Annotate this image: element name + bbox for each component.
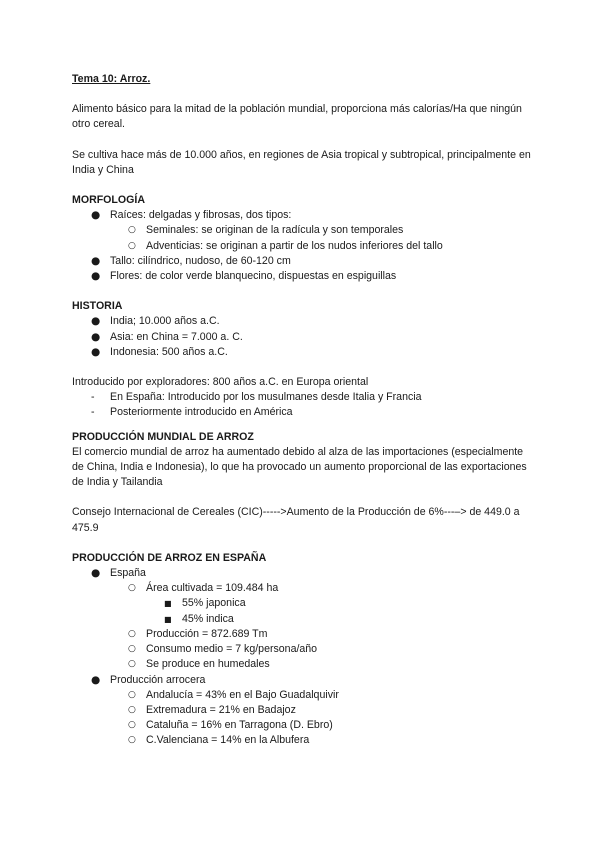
circle-bullet-icon: ○: [128, 659, 136, 670]
circle-bullet-icon: ○: [128, 704, 136, 715]
circle-bullet-icon: ○: [128, 240, 136, 251]
produccion-mundial-text: El comercio mundial de arroz ha aumentado debido al alza de las importaciones (especialmente de China, India e Indonesia), lo que ha provocado un aumento proporcional de las exportaciones de India y Tailandia: [72, 445, 527, 489]
list-item: ● Asia: en China = 7.000 a. C.: [72, 330, 532, 345]
document-title: Tema 10: Arroz.: [72, 73, 151, 85]
list-item: ○ Cataluña = 16% en Tarragona (D. Ebro): [72, 718, 532, 733]
morfologia-heading: MORFOLOGÍA: [72, 194, 145, 207]
bullet-icon: ●: [91, 330, 101, 343]
circle-bullet-icon: ○: [128, 644, 136, 655]
list-item: - Posteriormente introducido en América: [72, 405, 532, 420]
bullet-icon: ●: [91, 270, 101, 283]
circle-bullet-icon: ○: [128, 583, 136, 594]
produccion-espana-heading: PRODUCCIÓN DE ARROZ EN ESPAÑA: [72, 551, 267, 564]
list-item: ○ Seminales: se originan de la radícula y son temporales: [72, 223, 532, 238]
list-item: ○ Consumo medio = 7 kg/persona/año: [72, 642, 532, 657]
list-item: ● España: [72, 566, 532, 581]
list-item: ● Producción arrocera: [72, 673, 532, 688]
bullet-icon: ●: [91, 315, 101, 328]
dash-icon: -: [91, 391, 95, 404]
bullet-icon: ●: [91, 254, 101, 267]
bullet-icon: ●: [91, 673, 101, 686]
bullet-icon: ●: [91, 567, 101, 580]
list-item: ○ Extremadura = 21% en Badajoz: [72, 703, 532, 718]
list-item: ● Indonesia: 500 años a.C.: [72, 345, 532, 360]
introducido-dash-list: [72, 390, 532, 420]
historia-heading: HISTORIA: [72, 300, 123, 313]
list-item: ○ C.Valenciana = 14% en la Albufera: [72, 733, 532, 748]
intro-paragraph-1: Alimento básico para la mitad de la población mundial, proporciona más calorías/Ha que ningún otro cereal.: [72, 103, 522, 131]
circle-bullet-icon: ○: [128, 628, 136, 639]
circle-bullet-icon: ○: [128, 225, 136, 236]
dash-icon: -: [91, 406, 95, 419]
list-item: ● India; 10.000 años a.C.: [72, 314, 532, 329]
bullet-icon: ●: [91, 209, 101, 222]
list-item: ○ Área cultivada = 109.484 ha: [72, 581, 532, 596]
list-item: ○ Se produce en humedales: [72, 657, 532, 672]
square-bullet-icon: ■: [164, 599, 172, 609]
list-item: ■ 45% indica: [72, 612, 532, 627]
list-item: - En España: Introducido por los musulmanes desde Italia y Francia: [72, 390, 532, 405]
produccion-mundial-heading: PRODUCCIÓN MUNDIAL DE ARROZ: [72, 430, 254, 443]
bullet-icon: ●: [91, 345, 101, 358]
introducido-text: Introducido por exploradores: 800 años a.C. en Europa oriental: [72, 376, 369, 389]
list-item: ○ Producción = 872.689 Tm: [72, 627, 532, 642]
circle-bullet-icon: ○: [128, 720, 136, 731]
document-page: [72, 72, 532, 749]
historia-list: [72, 314, 532, 360]
intro-paragraph-2: Se cultiva hace más de 10.000 años, en regiones de Asia tropical y subtropical, principalmente en India y China: [72, 148, 531, 176]
cic-text: Consejo Internacional de Cereales (CIC)----->Aumento de la Producción de 6%---–> de 449.0 a 475.9: [72, 506, 520, 534]
list-item: ● Flores: de color verde blanquecino, dispuestas en espiguillas: [72, 269, 532, 284]
list-item: ○ Andalucía = 43% en el Bajo Guadalquivir: [72, 688, 532, 703]
list-item: ■ 55% japonica: [72, 596, 532, 611]
square-bullet-icon: ■: [164, 614, 172, 624]
circle-bullet-icon: ○: [128, 689, 136, 700]
produccion-espana-list: [72, 566, 532, 748]
list-item: ○ Adventicias: se originan a partir de los nudos inferiores del tallo: [72, 239, 532, 254]
list-item: ● Tallo: cilíndrico, nudoso, de 60-120 cm: [72, 254, 532, 269]
list-item: ● Raíces: delgadas y fibrosas, dos tipos:: [72, 208, 532, 223]
morfologia-list: [72, 208, 532, 284]
circle-bullet-icon: ○: [128, 735, 136, 746]
